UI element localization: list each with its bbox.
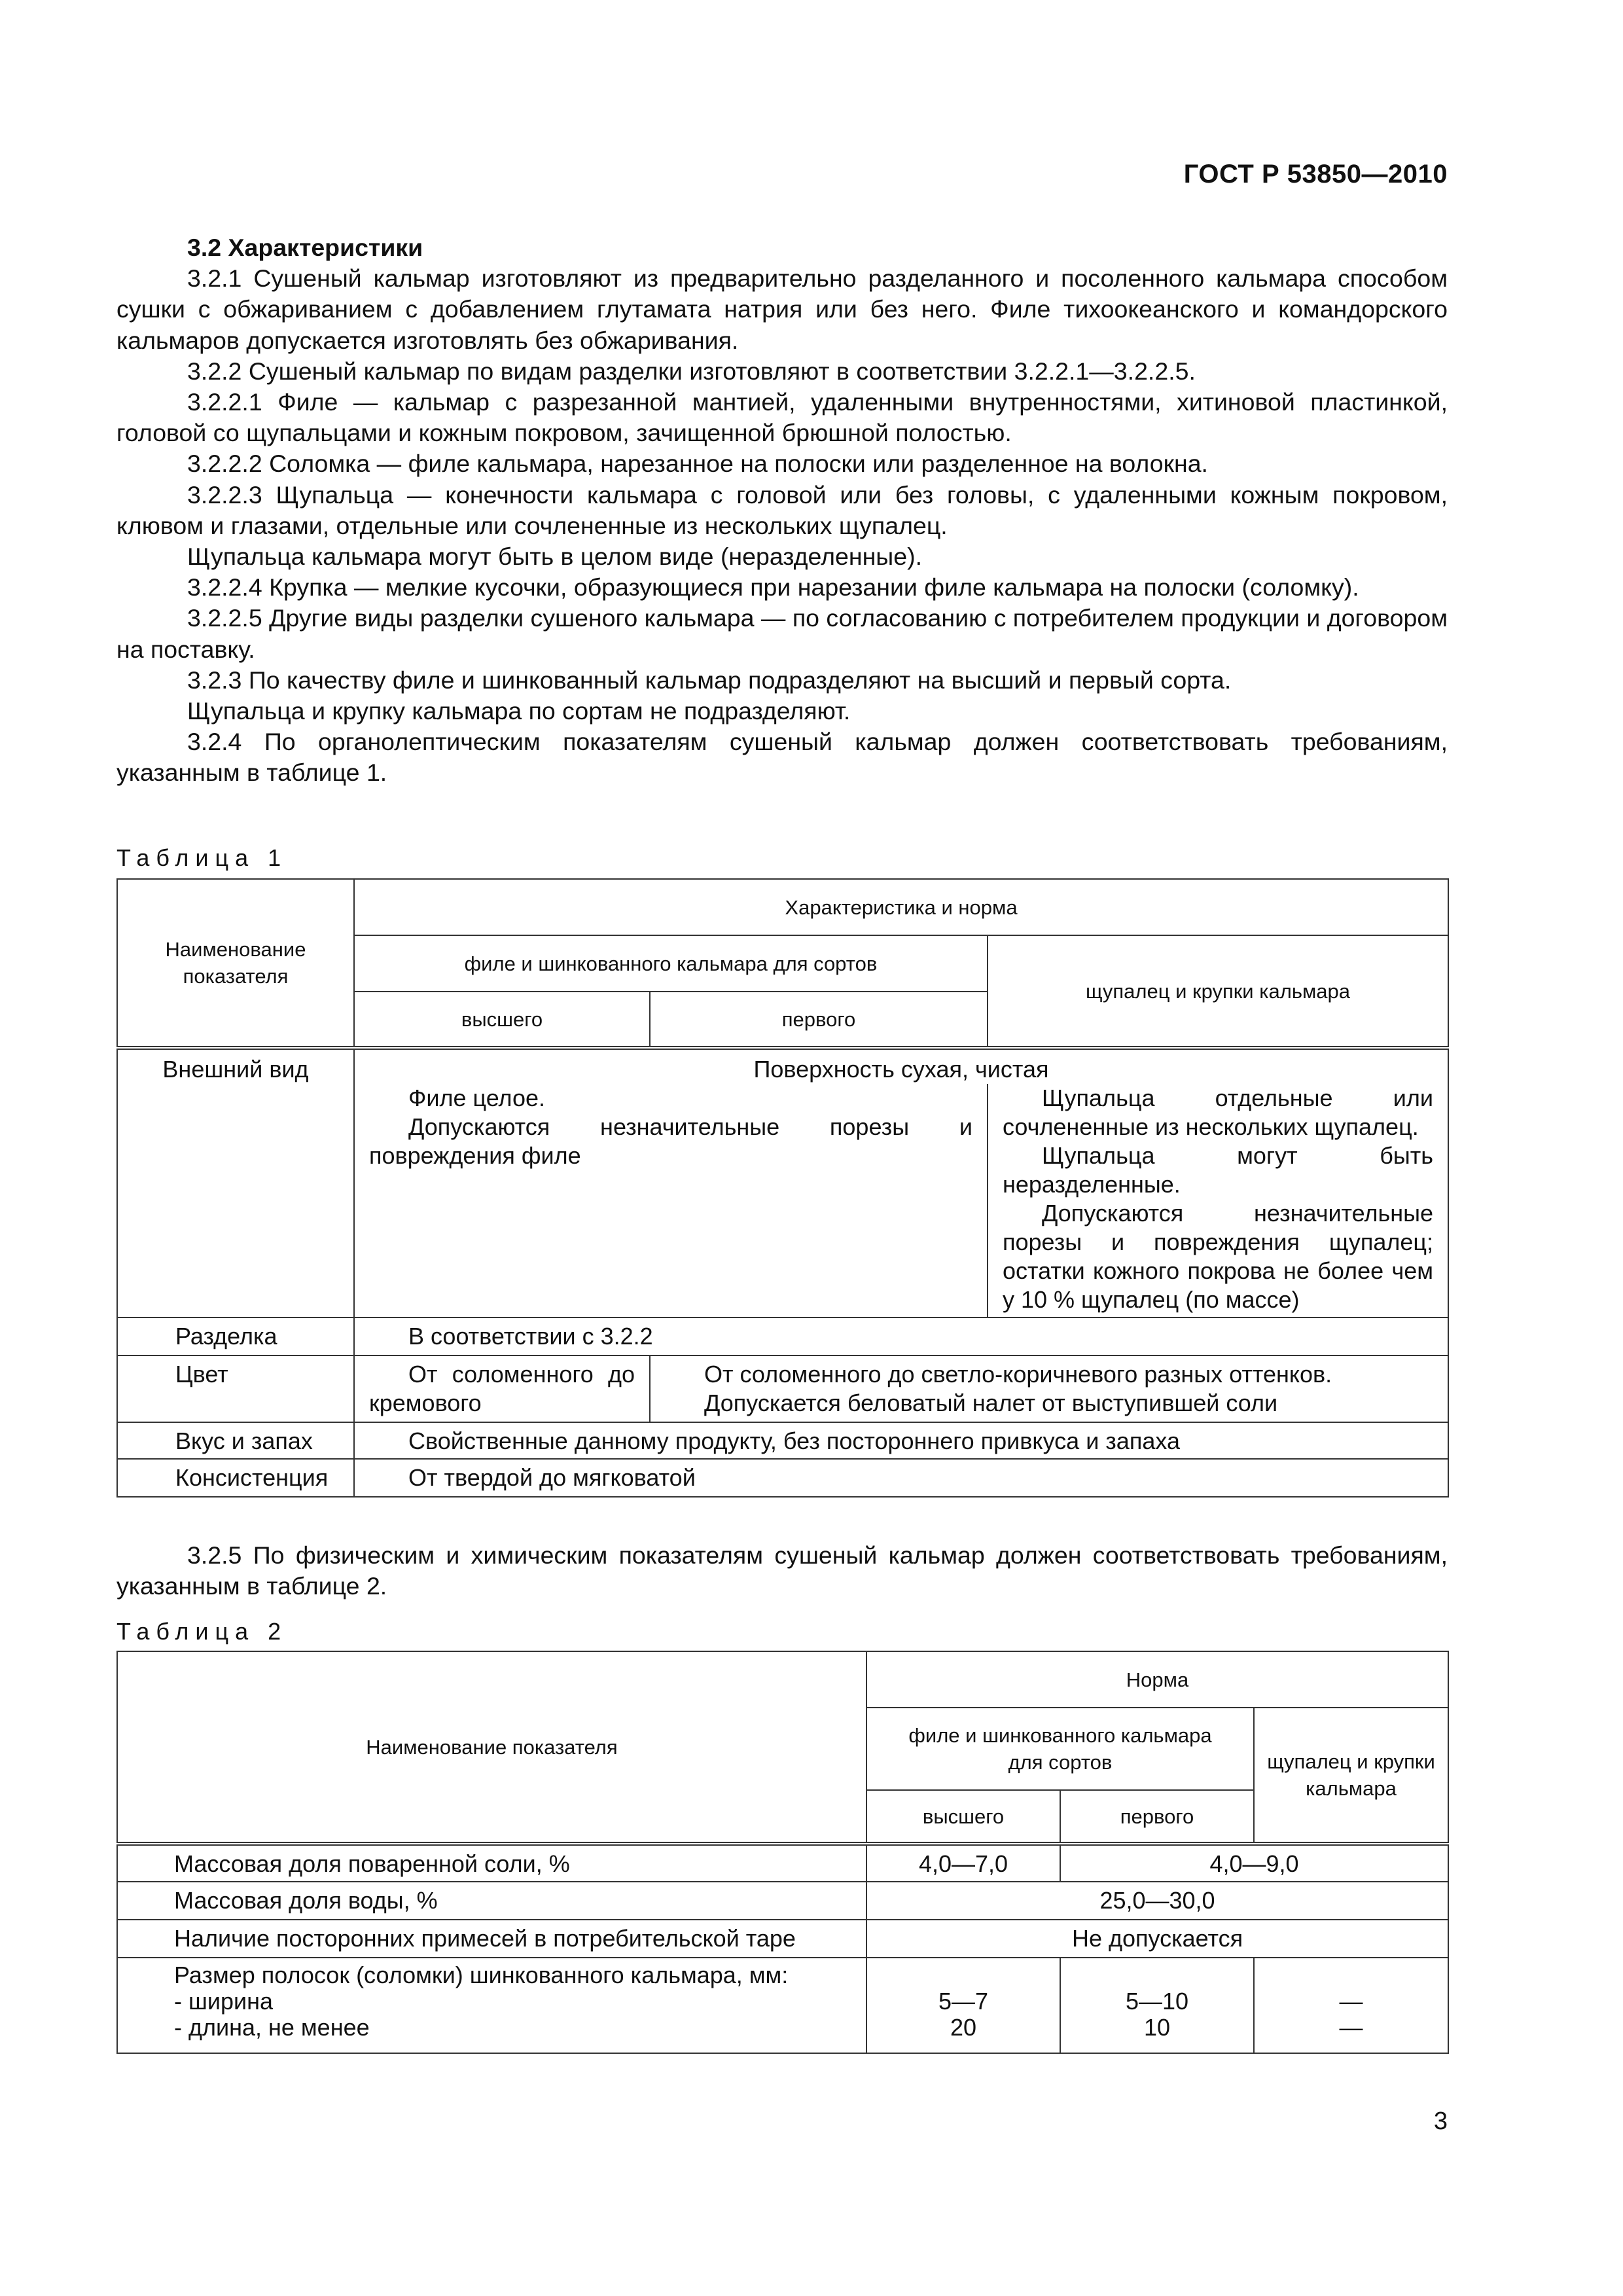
row-salt-name: Массовая доля поваренной соли, % [117,1844,866,1882]
row-strip-first [1060,1958,1254,2053]
section-heading: 3.2 Характеристики [187,234,423,261]
table2-header-first: первого [1060,1790,1254,1844]
page-number: 3 [1433,2108,1448,2135]
paragraph: Щупальца кальмара могут быть в целом виде (неразделенные). [187,543,923,571]
row-strip-name [117,1958,866,2053]
table1-header-first: первого [650,992,988,1048]
table1-header-fillet: филе и шинкованного кальмара для сортов [354,935,988,992]
strip-length-top: 20 [950,2014,977,2041]
paragraph: 3.2.1 Сушеный кальмар изготовляют из предварительно разделанного и посоленного кальмара способом сушки с обжариванием с добавлением глутамата натрия или без него. Филе тихоокеанского и командорского кальмаров допускается изготовлять без обжаривания. [116,264,1448,354]
appearance-fillet-line: Филе целое. [408,1085,546,1111]
paragraph: 3.2.2.1 Филе — кальмар с разрезанной мантией, удаленными внутренностями, хитиновой пластинкой, головой со щупальцами и кожным покровом, зачищенной брюшной полостью. [116,388,1448,447]
table1-header-top: высшего [354,992,650,1048]
paragraph: 3.2.2.3 Щупальца — конечности кальмара с головой или без головы, с удаленными кожным покровом, клювом и глазами, отдельные или сочлененные из нескольких щупалец. [116,480,1448,539]
paragraph: 3.2.2.5 Другие виды разделки сушеного кальмара — по согласованию с потребителем продукции и договором на поставку. [116,604,1448,663]
row-impurities-name: Наличие посторонних примесей в потребительской таре [117,1920,866,1958]
table2-header-fillet: филе и шинкованного кальмара для сортов [866,1708,1254,1790]
row-color-name: Цвет [117,1355,354,1422]
table2 [116,1651,1449,2054]
row-appearance-tentacles [988,1084,1448,1318]
row-water-value: 25,0—30,0 [866,1882,1448,1920]
row-appearance-common: Поверхность сухая, чистая [354,1048,1448,1084]
paragraph: Щупальца и крупку кальмара по сортам не подразделяют. [187,697,851,725]
row-strip-tentacles [1254,1958,1448,2053]
row-cutting-name: Разделка [117,1318,354,1355]
row-consistency-name: Консистенция [117,1459,354,1497]
color-top-text: От соломенного до кремового [369,1361,635,1416]
table1-caption: Таблица 1 [116,844,288,871]
table2-caption: Таблица 2 [116,1618,288,1645]
strip-width-tentacles: — [1339,1988,1363,2015]
paragraph: 3.2.4 По органолептическим показателям сушеный кальмар должен соответствовать требованиям, указанным в таблице 1. [116,728,1448,787]
row-color-top [354,1355,650,1422]
appearance-fillet-line: Допускаются незначительные порезы и повреждения филе [369,1113,972,1169]
strip-length-tentacles: — [1339,2014,1363,2041]
color-other-line: От соломенного до светло-коричневого разных оттенков. [704,1361,1332,1388]
row-salt-rest: 4,0—9,0 [1060,1844,1448,1882]
row-salt-top: 4,0—7,0 [866,1844,1060,1882]
table2-header-norm: Норма [866,1651,1448,1708]
row-color-other [650,1355,1448,1422]
paragraph: 3.2.2 Сушеный кальмар по видам разделки изготовляют в соответствии 3.2.2.1—3.2.2.5. [187,357,1196,385]
standard-code: ГОСТ Р 53850—2010 [1183,160,1448,188]
row-consistency-value: От твердой до мягковатой [354,1459,1448,1497]
table2-header-name: Наименование показателя [117,1651,866,1844]
row-impurities-value: Не допускается [866,1920,1448,1958]
strip-width-first: 5—10 [1125,1988,1189,2015]
strip-width-label: - ширина [174,1988,274,2015]
row-cutting-value: В соответствии с 3.2.2 [354,1318,1448,1355]
appearance-tentacles-line: Щупальца отдельные или сочлененные из нескольких щупалец. [1003,1085,1434,1140]
strip-length-first: 10 [1143,2014,1171,2041]
paragraph: 3.2.5 По физическим и химическим показателям сушеный кальмар должен соответствовать требованиям, указанным в таблице 2. [116,1541,1448,1600]
paragraph-325-block [116,1540,1448,1602]
color-other-line: Допускается беловатый налет от выступившей соли [704,1390,1278,1416]
paragraph: 3.2.2.2 Соломка — филе кальмара, нарезанное на полоски или разделенное на волокна. [187,450,1208,478]
table1-header-group: Характеристика и норма [354,879,1448,935]
table1-header-name: Наименование показателя [117,879,354,1048]
table1-header-tentacles: щупалец и крупки кальмара [988,935,1448,1048]
row-appearance-fillet [354,1084,988,1318]
strip-length-label: - длина, не менее [174,2014,370,2041]
row-water-name: Массовая доля воды, % [117,1882,866,1920]
appearance-tentacles-line: Щупальца могут быть неразделенные. [1003,1142,1434,1198]
row-strip-top [866,1958,1060,2053]
strip-title: Размер полосок (соломки) шинкованного кальмара, мм: [174,1962,789,1988]
table2-header-tentacles: щупалец и крупки кальмара [1254,1708,1448,1844]
table1 [116,878,1449,1498]
strip-width-top: 5—7 [938,1988,989,2015]
section-text [116,232,1448,789]
row-taste-value: Свойственные данному продукту, без постороннего привкуса и запаха [354,1422,1448,1459]
paragraph: 3.2.3 По качеству филе и шинкованный кальмар подразделяют на высший и первый сорта. [187,666,1232,694]
row-appearance-name: Внешний вид [117,1048,354,1318]
row-taste-name: Вкус и запах [117,1422,354,1459]
table2-header-top: высшего [866,1790,1060,1844]
paragraph: 3.2.2.4 Крупка — мелкие кусочки, образующиеся при нарезании филе кальмара на полоски (соломку). [187,573,1359,601]
appearance-tentacles-line: Допускаются незначительные порезы и повреждения щупалец; остатки кожного покрова не более чем у 10 % щупалец (по массе) [1003,1200,1434,1313]
